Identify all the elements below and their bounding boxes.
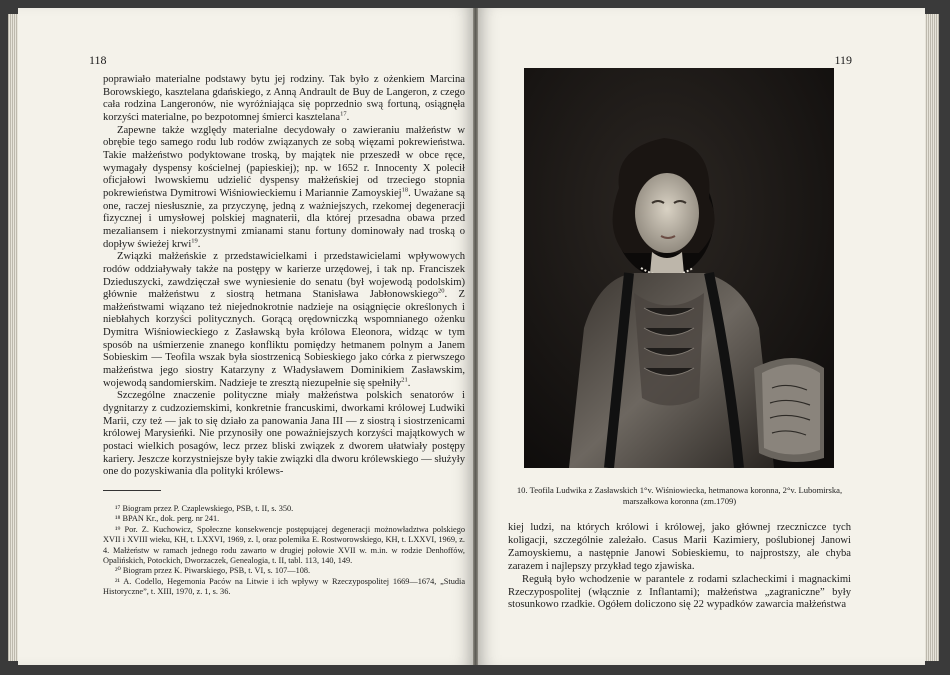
left-body-text [103,74,465,479]
portrait-photo [524,68,834,468]
footnote-divider [103,490,161,491]
right-body-text [508,522,851,612]
page-number-right: 119 [834,53,852,67]
portrait-illustration [524,68,834,468]
page-edge-left [8,14,18,661]
footnote-17: ¹⁷ Biogram przez P. Czaplewskiego, PSB, t. II, s. 350. [115,504,294,513]
paragraph-1: poprawiało materialne podstawy bytu jej rodziny. Tak było z ożenkiem Marcina Borowskiego, kasztelana gdańskiego, z Anną Andrault de Buy de Langeron, z czego cała rodzina Langeronów, nie wyróżniająca się poprzednio swą fortuną, osiągnęła korzyści materialne, po bezpotomnej śmierci kasztelana$^{17}$. [103,74,465,123]
paragraph-3: Związki małżeńskie z przedstawicielkami i przedstawicielami wpływowych rodów oddziaływały także na postępy w karierze urzędowej, i tak np. Franciszek Dzieduszycki, zawdzięczał swe wyniesienie do senatu (był wojewodą podolskim) głównie małżeństwu z siostrą hetmana Stanisława Jabłonowskiego$^{20}$. Z małżeństwami wiązano też niejednokrotnie nadzieje na osiągnięcie określonych i niebłahych korzyści politycznych. Gorącą orędowniczką wspomnianego ożenku Dymitra Wiśniowieckiego z Zasławską była królowa Eleonora, widząc w tym sposób na uśmierzenie znanego konfliktu pomiędzy hetmanem polnym a Janem Sobieskim — Teofila wszak była siostrzenicą Sobieskiego jako córka z pierwszego małżeństwa jego siostry Katarzyny z Władysławem Dominikiem Zasławskim, wojewodą sandomierskim. Nadzieje te zresztą niezupełnie się spełniły$^{21}$. [103,251,465,389]
paragraph-2: Zapewne także względy materialne decydowały o zawieraniu małżeństw w obrębie tego samego rodu lub rodów związanych ze sobą więzami pokrewieństwa. Takie małżeństwo podyktowane troską, by majątek nie przeszedł w obce ręce, wymagały dyspensy kościelnej (papieskiej); np. w 1652 r. Innocenty X polecił oficjałowi lwowskiemu udzielić dyspensy małżeńskiej od trzeciego stopnia pokrewieństwa Dymitrowi Wiśniowieckiemu i Mariannie Zamoyskiej$^{18}$. Uważane są one, raczej niesłusznie, za przyczynę, jedną z ważniejszych, rzekomej degeneracji fizycznej i umysłowej polskiej magnaterii, dla której przesadna obawa przed mezaliansem i niekorzystnymi zmianami stanu fortuny dominowały nad troską o dopływ świeżej krwi$^{19}$. [103,124,465,250]
left-page [18,8,473,665]
right-page [478,8,925,665]
paragraph-right-1: kiej ludzi, na których królowi i królowej, jako głównej rzeczniczce tych koligacji, szczególnie zależało. Casus Marii Kazimiery, poślubionej Janowi Zamoyskiemu, a następnie Janowi Sobieskiemu, to najprostszy, ale chyba zarazem i najlepszy przykład tego zjawiska. [508,522,851,572]
page-number-left: 118 [89,53,107,67]
page-edge-right [925,14,939,661]
footnotes [103,504,465,598]
footnote-21: ²¹ A. Codello, Hegemonia Paców na Litwie i ich wpływy w Rzeczypospolitej 1669—1674, „Studia Historyczne”, t. XIII, 1970, z. 1, s. 36. [103,576,465,597]
figure-caption [508,485,851,506]
footnote-20: ²⁰ Biogram przez K. Piwarskiego, PSB, t. VI, s. 107—108. [115,566,311,576]
footnote-19: ¹⁹ Por. Z. Kuchowicz, Społeczne konsekwencje postępującej degeneracji możnowładztwa polskiego XVII i XVIII wieku, KH, t. LXXVI, 1969, z. l, oraz polemika E. Rostworowskiego, KH, t. LXXVI, 1969, z. 4. Małżeństw w ramach jednego rodu zawarto w drugiej połowie XVII w. m.in. w rodzie Denhoffów, Opalińskich, Potockich, Dworzaczek, Genealogia, t. II, tabl. 113, 140, 149. [103,524,465,566]
footnote-18: ¹⁸ BPAN Kr., dok. perg. nr 241. [115,514,220,524]
paragraph-right-2: Regułą było wchodzenie w parantele z rodami szlacheckimi i magnackimi Rzeczypospolitej (włącznie z Inflantami); małżeństwa „zagraniczne” były stosunkowo rzadkie. Ogółem doliczono się 22 wypadków zawarcia małżeństwa [508,573,851,611]
paragraph-4: Szczególne znaczenie polityczne miały małżeństwa polskich senatorów i dygnitarzy z cudzoziemskimi, konkretnie francuskimi, dworkami królowej Ludwiki Marii, czy też — jak to się działo za panowania Jana III — z siostrą i siostrzenicami królowej Marysieńki. Nie przynosiły one poważniejszych korzyści majątkowych w postaci wielkich posagów, lecz przez bliski związek z dworem ułatwiały postępy kariery. Jeszcze korzystniejsze były takie związki dla dworu królewskiego — służyły one do pozyskiwania dla polityki królews- [103,390,465,478]
caption-line-2: marszałkowa koronna (zm.1709) [622,495,737,506]
caption-line-1: 10. Teofila Ludwika z Zasławskich 1°v. Wiśniowiecka, hetmanowa koronna, 2°v. Lubomirska, [516,485,843,495]
